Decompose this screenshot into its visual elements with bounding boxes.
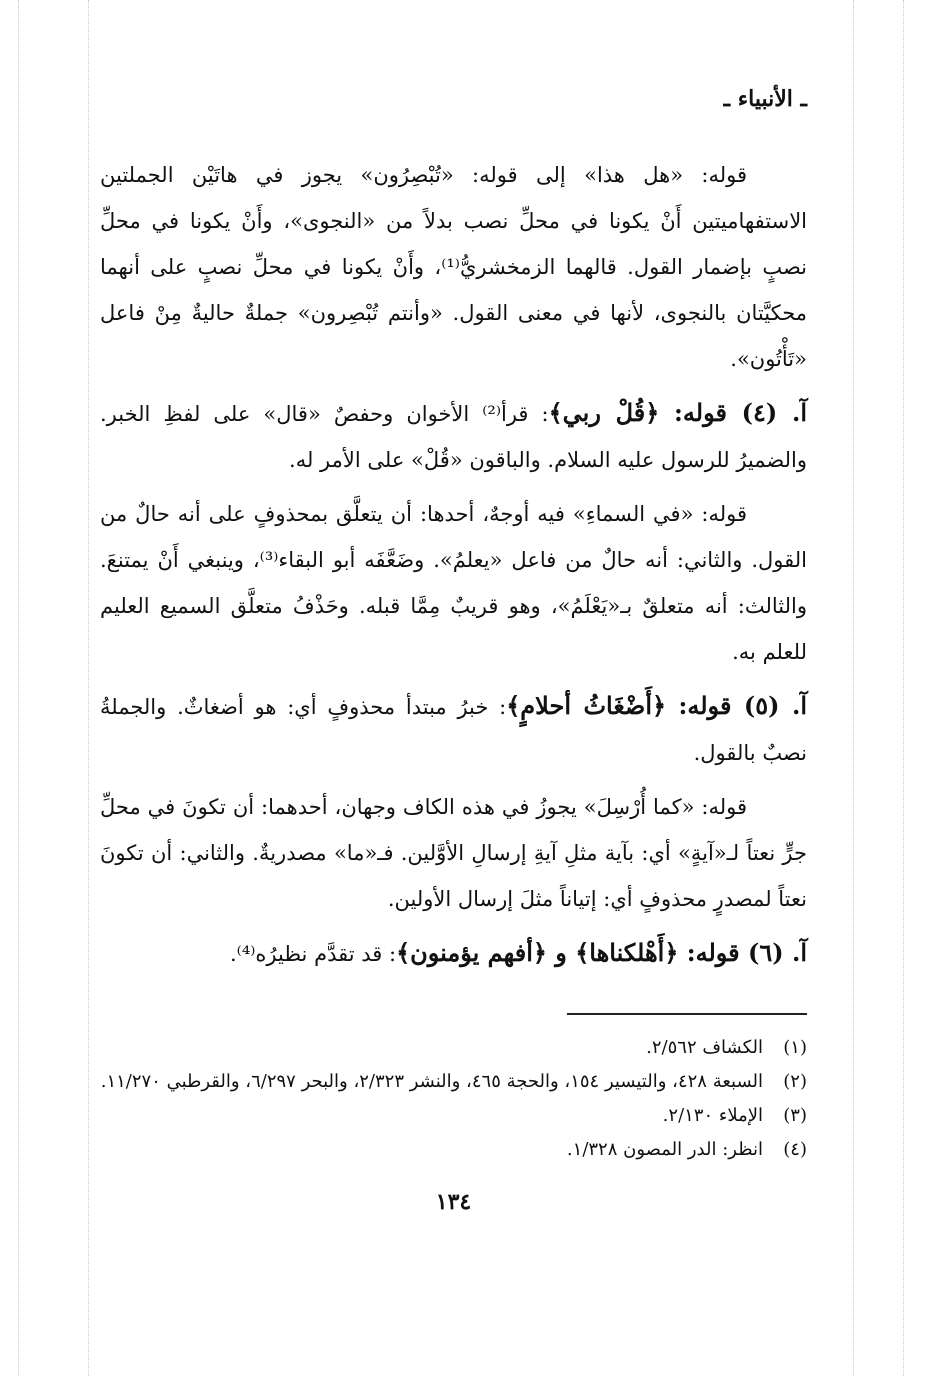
margin-dotted-line (903, 0, 904, 1376)
paragraph: قوله: «في السماءِ» فيه أوجهٌ، أحدها: أن يتعلَّق بمحذوفٍ على أنه حالٌ من القول. والثاني: أنه حالٌ من فاعل «يعلمُ». وضَعَّفَه أبو البقاء⁽³⁾، وينبغي أَنْ يمتنعَ. والثالث: أنه متعلقٌ بـ«يَعْلَمُ»، وهو قريبٌ مِمَّا قبله. وحَذْفُ متعلَّق السميع العليم للعلم به. (100, 502, 807, 664)
verse-reference: آ. (٤) قوله: ﴿قُلْ ربي﴾ (548, 398, 807, 427)
footnote-number: (٢) (783, 1071, 807, 1092)
footnote-text: الإملاء ٢/١٣٠. (662, 1105, 763, 1126)
entry-text: : خبرُ مبتدأ محذوفٍ أي: هو أضغاثٌ. والجملةُ نصبٌ بالقول. (100, 695, 807, 765)
footnote (100, 1031, 807, 1065)
running-header: ـ الأنبياء ـ (723, 86, 807, 112)
footnote-separator (567, 1013, 807, 1015)
footnote (100, 1099, 807, 1133)
page-number: ١٣٤ (435, 1189, 472, 1215)
footnote-number: (٤) (783, 1139, 807, 1160)
margin-dotted-line (18, 0, 19, 1376)
footnote (100, 1133, 807, 1167)
body-text (100, 152, 807, 977)
footnote-text: انظر: الدر المصون ١/٣٢٨. (566, 1139, 763, 1160)
verse-reference: آ. (٥) قوله: ﴿أَضْغَاثُ أحلامٍ﴾ (506, 691, 808, 720)
verse-entry (100, 390, 807, 483)
footnote-number: (١) (783, 1037, 807, 1058)
verse-entry (100, 683, 807, 776)
footnote-text: السبعة ٤٢٨، والتيسير ١٥٤، والحجة ٤٦٥، والنشر ٢/٣٢٣، والبحر ٦/٢٩٧، والقرطبي ١١/٢٧٠. (100, 1071, 763, 1092)
footnote (100, 1065, 807, 1099)
footnote-text: الكشاف ٢/٥٦٢. (646, 1037, 763, 1058)
paragraph: قوله: «هل هذا» إلى قوله: «تُبْصِرُون» يجوز في هاتَيْن الجملتين الاستفهاميتين أَنْ يكونا في محلِّ نصب بدلاً من «النجوى»، وأَنْ يكونا في محلِّ نصبٍ بإضمار القول. قالهما الزمخشريُّ⁽¹⁾، وأَنْ يكونا في محلِّ نصبٍ على أنهما محكيَّتان بالنجوى، لأنها في معنى القول. «وأنتم تُبْصِرون» جملةٌ حاليةٌ مِنْ فاعل «تَأْتُون». (100, 163, 807, 371)
margin-dotted-line (88, 0, 89, 1376)
document-page (100, 80, 807, 1215)
verse-reference: آ. (٦) قوله: ﴿أَهْلكناها﴾ و ﴿أفهم يؤمنون﴾ (396, 938, 807, 967)
footnotes (100, 1031, 807, 1167)
verse-entry (100, 930, 807, 977)
entry-text: : قد تقدَّم نظيرُه⁽⁴⁾. (229, 942, 397, 966)
entry-text: : قرأ⁽²⁾ الأخوان وحفصٌ «قال» على لفظِ الخبر. والضميرُ للرسول عليه السلام. والباقون «قُلْ» على الأمر له. (100, 402, 807, 472)
paragraph: قوله: «كما أُرْسِلَ» يجوزُ في هذه الكاف وجهان، أحدهما: أن تكونَ في محلِّ جرٍّ نعتاً لـ«آيةٍ» أي: بآية مثلِ آيةِ إرسالِ الأوَّلين. فـ«ما» مصدريةٌ. والثاني: أن تكونَ نعتاً لمصدرٍ محذوفٍ أي: إتياناً مثلَ إرسال الأولين. (100, 795, 807, 911)
margin-dotted-line (853, 0, 854, 1376)
footnote-number: (٣) (783, 1105, 807, 1126)
